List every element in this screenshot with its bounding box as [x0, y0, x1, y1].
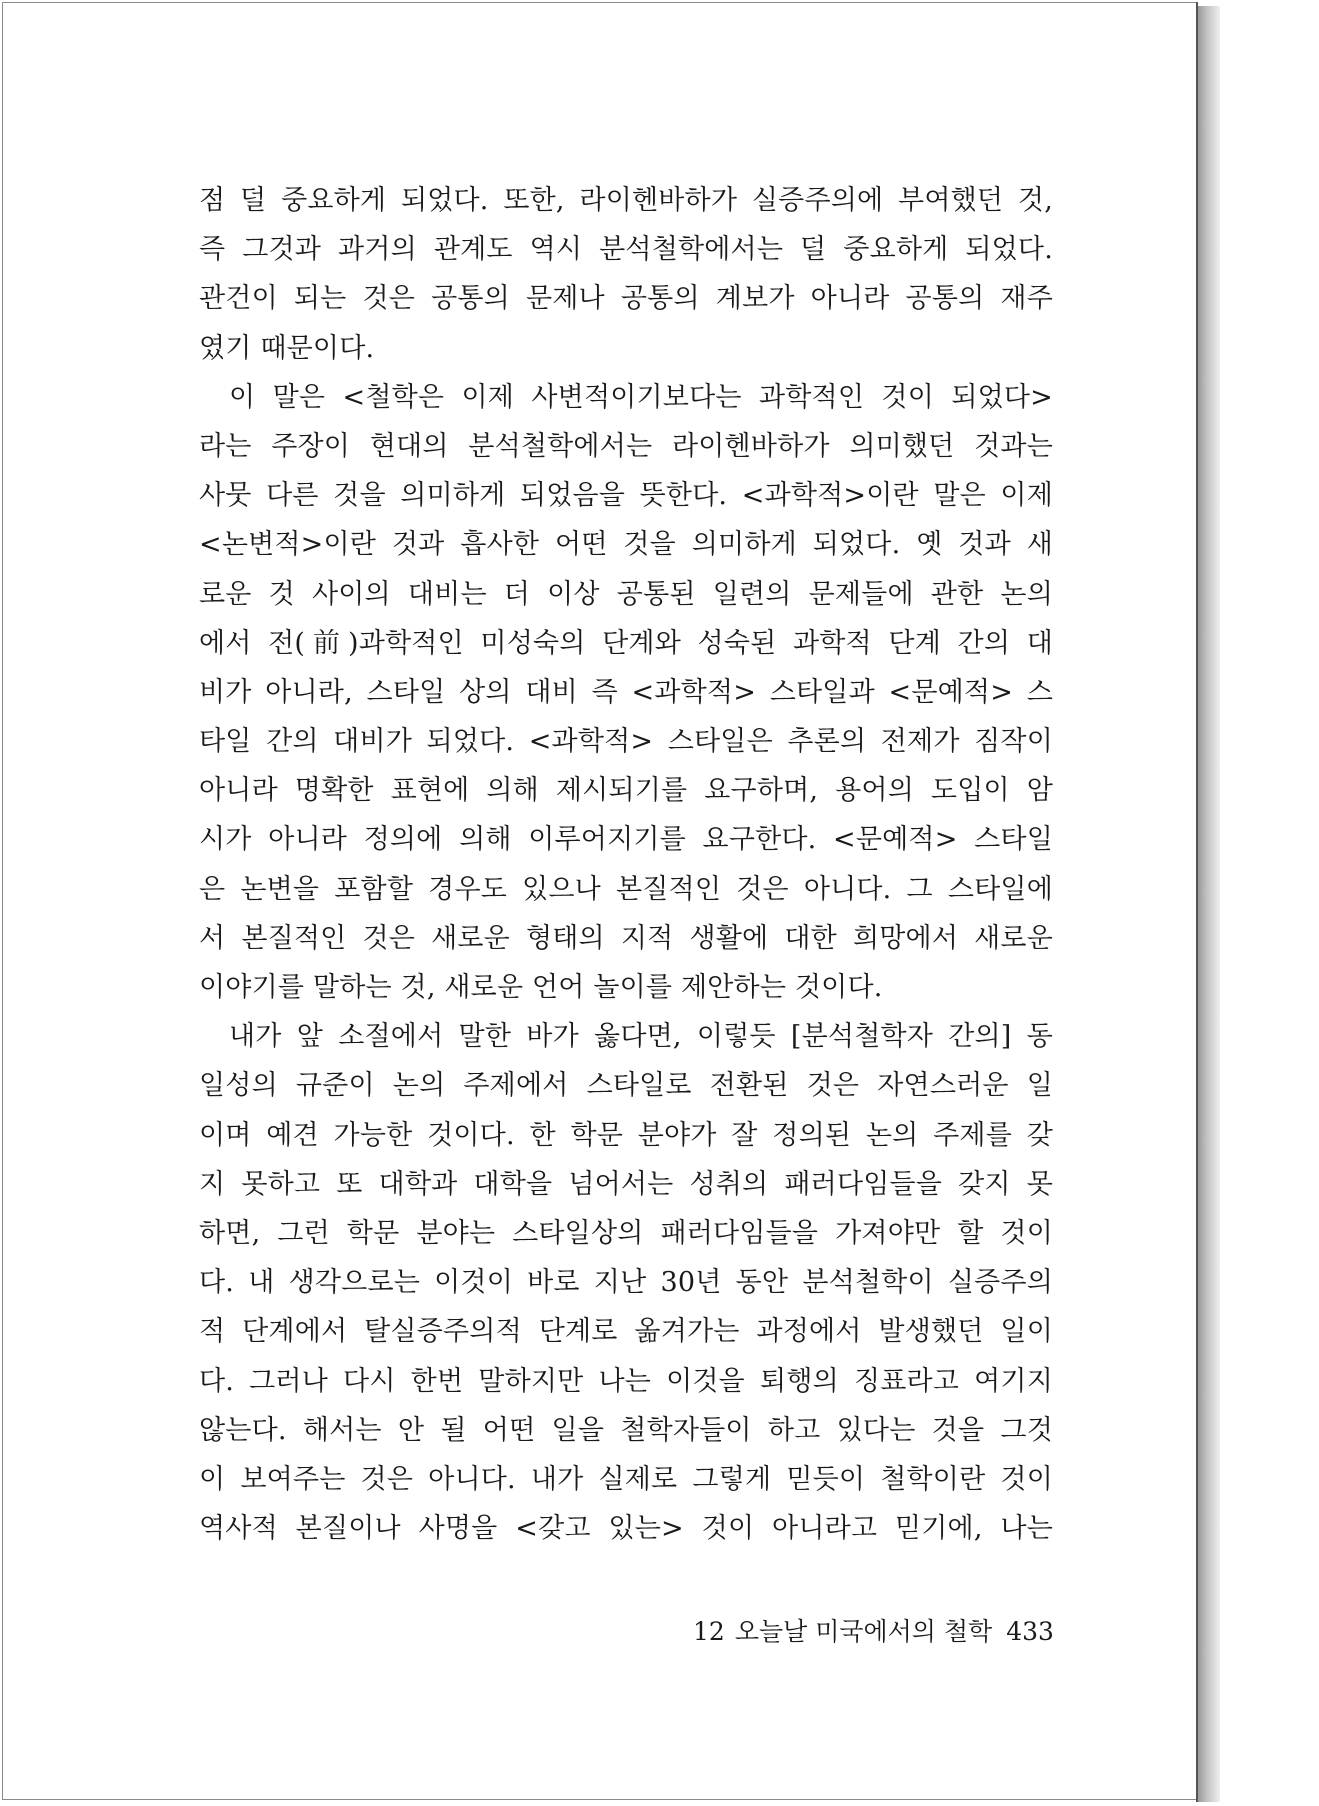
text-line: 않는다. 해서는 안 될 어떤 일을 철학자들이 하고 있다는 것을 그것 [199, 1414, 1053, 1446]
text-line: 타일 간의 대비가 되었다. <과학적> 스타일은 추론의 전제가 짐작이 [199, 726, 1053, 758]
running-title: 오늘날 미국에서의 철학 [734, 1617, 993, 1646]
body-text [199, 176, 1053, 1553]
chapter-number: 12 [693, 1617, 725, 1646]
page-edge-shadow [1198, 6, 1220, 1802]
text-line: 다. 그러나 다시 한번 말하지만 나는 이것을 퇴행의 징표라고 여기지 [199, 1365, 1053, 1397]
text-line: 적 단계에서 탈실증주의적 단계로 옮겨가는 과정에서 발생했던 일이 [199, 1316, 1053, 1348]
text-line: 지 못하고 또 대학과 대학을 넘어서는 성취의 패러다임들을 갖지 못 [199, 1168, 1053, 1200]
book-page [2, 2, 1198, 1800]
text-line: 관건이 되는 것은 공통의 문제나 공통의 계보가 아니라 공통의 재주 [199, 283, 1053, 315]
text-line: 로운 것 사이의 대비는 더 이상 공통된 일련의 문제들에 관한 논의 [199, 578, 1053, 610]
text-line: 역사적 본질이나 사명을 <갖고 있는> 것이 아니라고 믿기에, 나는 [199, 1513, 1053, 1545]
text-line: 서 본질적인 것은 새로운 형태의 지적 생활에 대한 희망에서 새로운 [199, 922, 1053, 954]
text-line: 사뭇 다른 것을 의미하게 되었음을 뜻한다. <과학적>이란 말은 이제 [199, 480, 1053, 512]
page-footer [693, 1615, 1093, 1649]
text-line: 이 말은 <철학은 이제 사변적이기보다는 과학적인 것이 되었다> [229, 381, 1053, 413]
page-number: 433 [1006, 1617, 1054, 1646]
text-line: 에서 전(前)과학적인 미성숙의 단계와 성숙된 과학적 단계 간의 대 [199, 627, 1053, 659]
text-line: 즉 그것과 과거의 관계도 역시 분석철학에서는 덜 중요하게 되었다. [199, 234, 1053, 266]
text-line: 라는 주장이 현대의 분석철학에서는 라이헨바하가 의미했던 것과는 [199, 430, 1053, 462]
text-line: <논변적>이란 것과 흡사한 어떤 것을 의미하게 되었다. 옛 것과 새 [199, 529, 1053, 561]
text-line: 였기 때문이다. [199, 332, 375, 364]
text-line: 이 보여주는 것은 아니다. 내가 실제로 그렇게 믿듯이 철학이란 것이 [199, 1463, 1053, 1495]
text-line: 다. 내 생각으로는 이것이 바로 지난 30년 동안 분석철학이 실증주의 [199, 1267, 1053, 1299]
text-line: 내가 앞 소절에서 말한 바가 옳다면, 이렇듯 [분석철학자 간의] 동 [229, 1021, 1053, 1053]
text-line: 이야기를 말하는 것, 새로운 언어 놀이를 제안하는 것이다. [199, 972, 883, 1003]
text-line: 아니라 명확한 표현에 의해 제시되기를 요구하며, 용어의 도입이 암 [199, 775, 1053, 807]
text-line: 일성의 규준이 논의 주제에서 스타일로 전환된 것은 자연스러운 일 [199, 1070, 1053, 1102]
text-line: 비가 아니라, 스타일 상의 대비 즉 <과학적> 스타일과 <문예적> 스 [199, 676, 1053, 708]
text-line: 하면, 그런 학문 분야는 스타일상의 패러다임들을 가져야만 할 것이 [199, 1217, 1053, 1249]
text-line: 점 덜 중요하게 되었다. 또한, 라이헨바하가 실증주의에 부여했던 것, [199, 185, 1053, 216]
text-line: 시가 아니라 정의에 의해 이루어지기를 요구한다. <문예적> 스타일 [199, 824, 1053, 856]
text-line: 이며 예견 가능한 것이다. 한 학문 분야가 잘 정의된 논의 주제를 갖 [199, 1119, 1053, 1151]
text-line: 은 논변을 포함할 경우도 있으나 본질적인 것은 아니다. 그 스타일에 [199, 873, 1053, 905]
